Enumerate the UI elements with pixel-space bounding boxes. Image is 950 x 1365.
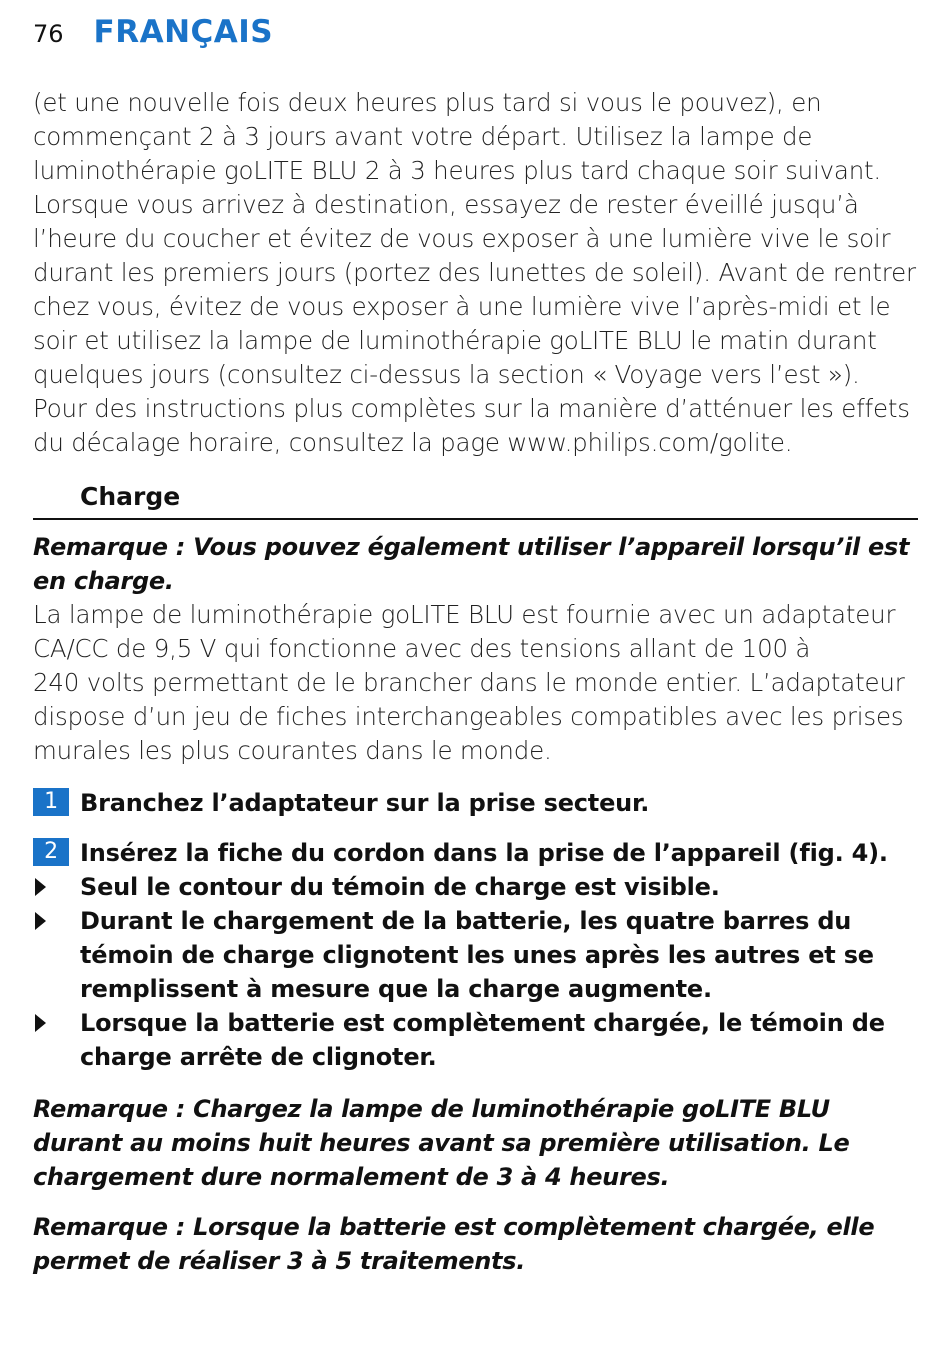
intro-line: Pour des instructions plus complètes sur la manière d’atténuer les effets [33, 394, 910, 423]
page-number: 76 [33, 20, 64, 48]
bullet-text: Lorsque la batterie est complètement chargée, le témoin de charge arrête de clignoter. [80, 1009, 885, 1071]
page-content [33, 86, 918, 1278]
step-number-badge: 1 [33, 788, 69, 816]
page-header [33, 14, 273, 50]
triangle-bullet-icon [33, 1006, 80, 1040]
bullet-text: Seul le contour du témoin de charge est visible. [80, 873, 720, 901]
adapter-line: dispose d’un jeu de fiches interchangeables compatibles avec les prises [33, 702, 904, 731]
notes-block [33, 1092, 918, 1278]
intro-paragraph [33, 86, 918, 460]
step-item [33, 786, 918, 820]
bullet-text: Durant le chargement de la batterie, les quatre barres du témoin de charge clignotent les unes après les autres et se remplissent à mesure que la charge augmente. [80, 907, 874, 1003]
intro-line: Lorsque vous arrivez à destination, essayez de rester éveillé jusqu’à [33, 190, 859, 219]
step-number-badge: 2 [33, 838, 69, 866]
intro-line: chez vous, évitez de vous exposer à une lumière vive l’après-midi et le [33, 292, 891, 321]
note-treatments: Remarque : Lorsque la batterie est complètement chargée, elle permet de réaliser 3 à 5 traitements. [33, 1213, 875, 1275]
note-charging: Remarque : Vous pouvez également utiliser l’appareil lorsqu’il est en charge. [33, 533, 910, 595]
triangle-bullet-icon [33, 904, 80, 938]
adapter-line: CA/CC de 9,5 V qui fonctionne avec des tensions allant de 100 à [33, 634, 811, 663]
intro-line: l’heure du coucher et évitez de vous exposer à une lumière vive le soir [33, 224, 891, 253]
bullet-list [33, 870, 918, 1074]
intro-line: luminothérapie goLITE BLU 2 à 3 heures plus tard chaque soir suivant. [33, 156, 882, 185]
intro-line: soir et utilisez la lampe de luminothérapie goLITE BLU le matin durant [33, 326, 877, 355]
note-charging-duration: Remarque : Chargez la lampe de luminothérapie goLITE BLU durant au moins huit heures avant sa première utilisation. Le chargement dure normalement de 3 à 4 heures. [33, 1095, 850, 1191]
adapter-line: 240 volts permettant de le brancher dans le monde entier. L’adaptateur [33, 668, 905, 697]
adapter-line: murales les plus courantes dans le monde. [33, 736, 552, 765]
step-item [33, 836, 918, 870]
intro-line: du décalage horaire, consultez la page www.philips.com/golite. [33, 428, 793, 457]
language-title: FRANÇAIS [93, 14, 274, 50]
intro-line: quelques jours (consultez ci-dessus la section « Voyage vers l’est »). [33, 360, 860, 389]
step-text: Branchez l’adaptateur sur la prise secteur. [80, 789, 650, 817]
triangle-bullet-icon [33, 870, 80, 904]
bullet-item [33, 1006, 918, 1074]
bullet-item [33, 870, 918, 904]
intro-line: (et une nouvelle fois deux heures plus tard si vous le pouvez), en [33, 88, 822, 117]
section-heading-charge: Charge [33, 480, 918, 520]
intro-line: durant les premiers jours (portez des lunettes de soleil). Avant de rentrer [33, 258, 916, 287]
step-text: Insérez la fiche du cordon dans la prise de l’appareil (fig. 4). [80, 839, 888, 867]
adapter-paragraph [33, 598, 918, 768]
steps-list [33, 786, 918, 870]
intro-line: commençant 2 à 3 jours avant votre départ. Utilisez la lampe de [33, 122, 813, 151]
adapter-line: La lampe de luminothérapie goLITE BLU est fournie avec un adaptateur [33, 600, 896, 629]
bullet-item [33, 904, 918, 1006]
